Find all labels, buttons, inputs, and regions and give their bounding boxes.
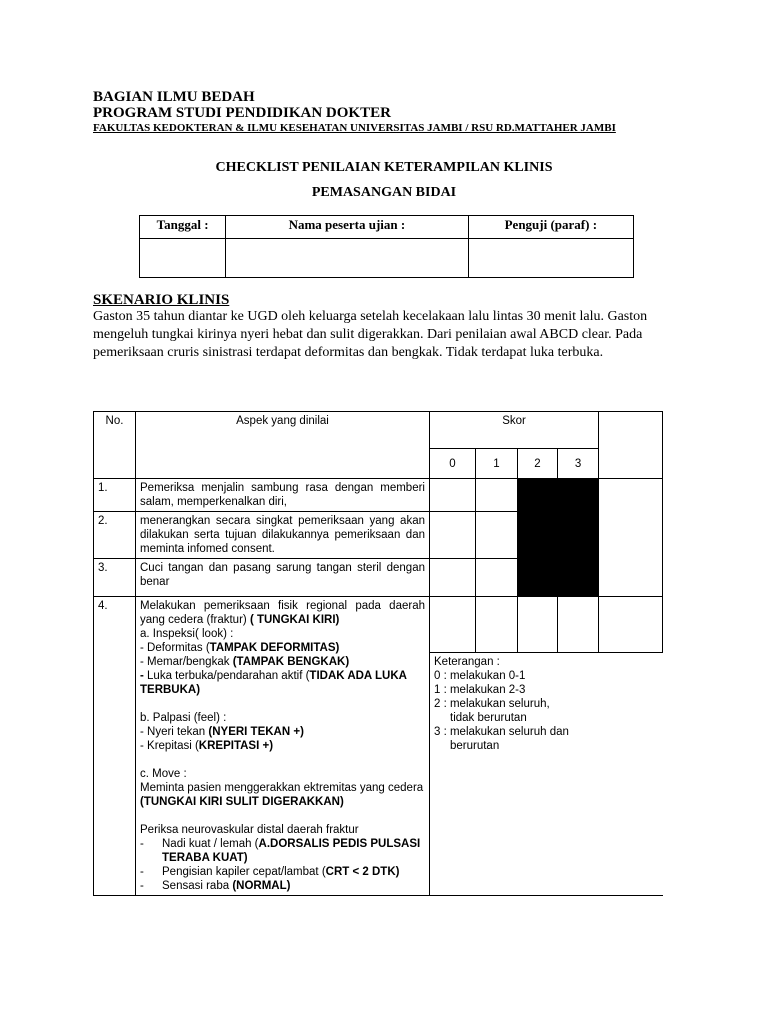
exam-info-table	[139, 215, 634, 278]
legend-item: 3 : melakukan seluruh dan	[434, 726, 569, 738]
row-3-score-0[interactable]	[430, 559, 476, 597]
score-1-header: 1	[476, 449, 518, 479]
scenario-title: SKENARIO KLINIS	[93, 292, 230, 308]
row-3-no: 3.	[94, 559, 136, 597]
score-legend	[430, 653, 663, 896]
row-4-intro: Melakukan pemeriksaan fisik regional pada daerah yang cedera (fraktur) ( TUNGKAI KIRI)	[140, 600, 425, 626]
sensasi-item: - Sensasi raba (NORMAL)	[140, 880, 291, 892]
date-label: Tanggal :	[140, 216, 226, 239]
row-4-aspect	[136, 597, 430, 896]
memar-item: - Memar/bengkak (TAMPAK BENGKAK)	[140, 656, 350, 668]
col-extra-header	[599, 412, 663, 479]
participant-label: Nama peserta ujian :	[226, 216, 468, 239]
row-1-3-extra	[599, 479, 663, 597]
nyeri-item: - Nyeri tekan (NYERI TEKAN +)	[140, 726, 304, 738]
participant-field[interactable]	[226, 239, 468, 278]
legend-item: 2 : melakukan seluruh,	[434, 698, 550, 710]
legend-title: Keterangan :	[434, 656, 500, 668]
checklist-table	[93, 411, 663, 896]
row-2-no: 2.	[94, 512, 136, 559]
row-2-score-0[interactable]	[430, 512, 476, 559]
row-4-score-0[interactable]	[430, 597, 476, 653]
document-subtitle: PEMASANGAN BIDAI	[311, 185, 457, 200]
document-title: CHECKLIST PENILAIAN KETERAMPILAN KLINIS	[215, 160, 553, 175]
row-4-score-2[interactable]	[518, 597, 558, 653]
move-item: Meminta pasien menggerakkan ektremitas yang cedera (TUNGKAI KIRI SULIT DIGERAKKAN)	[140, 782, 424, 808]
row-1-score-0[interactable]	[430, 479, 476, 512]
row-1-no: 1.	[94, 479, 136, 512]
deformitas-item: - Deformitas (TAMPAK DEFORMITAS)	[140, 642, 340, 654]
luka-item: - Luka terbuka/pendarahan aktif (TIDAK ADA LUKA TERBUKA)	[140, 670, 407, 696]
scenario-text: Gaston 35 tahun diantar ke UGD oleh keluarga setelah kecelakaan lalu lintas 30 menit lalu. Gaston mengeluh tungkai kirinya nyeri hebat dan sulit digerakkan. Dari penilaian awal ABCD clear. Pada pemeriksaan cruris sinistrasi terdapat deformitas dan bengkak. Tidak terdapat luka terbuka.	[93, 309, 648, 360]
kapiler-item: - Pengisian kapiler cepat/lambat (CRT < 2 DTK)	[140, 866, 400, 878]
legend-item: 1 : melakukan 2-3	[434, 684, 526, 696]
row-3-aspect: Cuci tangan dan pasang sarung tangan steril dengan benar	[136, 559, 430, 597]
inspeksi-title: a. Inspeksi( look) :	[140, 628, 234, 640]
row-4-no: 4.	[94, 597, 136, 896]
row-1-aspect: Pemeriksa menjalin sambung rasa dengan memberi salam, memperkenalkan diri,	[136, 479, 430, 512]
faculty-heading: FAKULTAS KEDOKTERAN & ILMU KESEHATAN UNIVERSITAS JAMBI / RSU RD.MATTAHER JAMBI	[93, 122, 616, 134]
row-1-score-1[interactable]	[476, 479, 518, 512]
neuro-title: Periksa neurovaskular distal daerah fraktur	[140, 824, 359, 836]
blocked-score-cells	[518, 479, 599, 597]
nadi-item: - Nadi kuat / lemah (A.DORSALIS PEDIS PULSASI TERABA KUAT)	[140, 838, 421, 864]
row-2-aspect: menerangkan secara singkat pemeriksaan yang akan dilakukan serta tujuan dilakukannya pemeriksaan dan meminta infomed consent.	[136, 512, 430, 559]
move-title: c. Move :	[140, 768, 187, 780]
program-heading: PROGRAM STUDI PENDIDIKAN DOKTER	[93, 105, 391, 121]
row-4-extra	[599, 597, 663, 653]
row-4-score-3[interactable]	[558, 597, 599, 653]
department-heading: BAGIAN ILMU BEDAH	[93, 89, 255, 105]
date-field[interactable]	[140, 239, 226, 278]
row-4-score-1[interactable]	[476, 597, 518, 653]
examiner-label: Penguji (paraf) :	[468, 216, 633, 239]
col-no-header: No.	[94, 412, 136, 479]
col-aspect-header: Aspek yang dinilai	[136, 412, 430, 479]
col-score-header: Skor	[430, 412, 599, 449]
krepitasi-item: - Krepitasi (KREPITASI +)	[140, 740, 274, 752]
legend-item: tidak berurutan	[450, 712, 527, 724]
score-3-header: 3	[558, 449, 599, 479]
score-0-header: 0	[430, 449, 476, 479]
legend-item: berurutan	[450, 740, 500, 752]
row-3-score-1[interactable]	[476, 559, 518, 597]
examiner-field[interactable]	[468, 239, 633, 278]
palpasi-title: b. Palpasi (feel) :	[140, 712, 227, 724]
row-2-score-1[interactable]	[476, 512, 518, 559]
score-2-header: 2	[518, 449, 558, 479]
legend-item: 0 : melakukan 0-1	[434, 670, 526, 682]
